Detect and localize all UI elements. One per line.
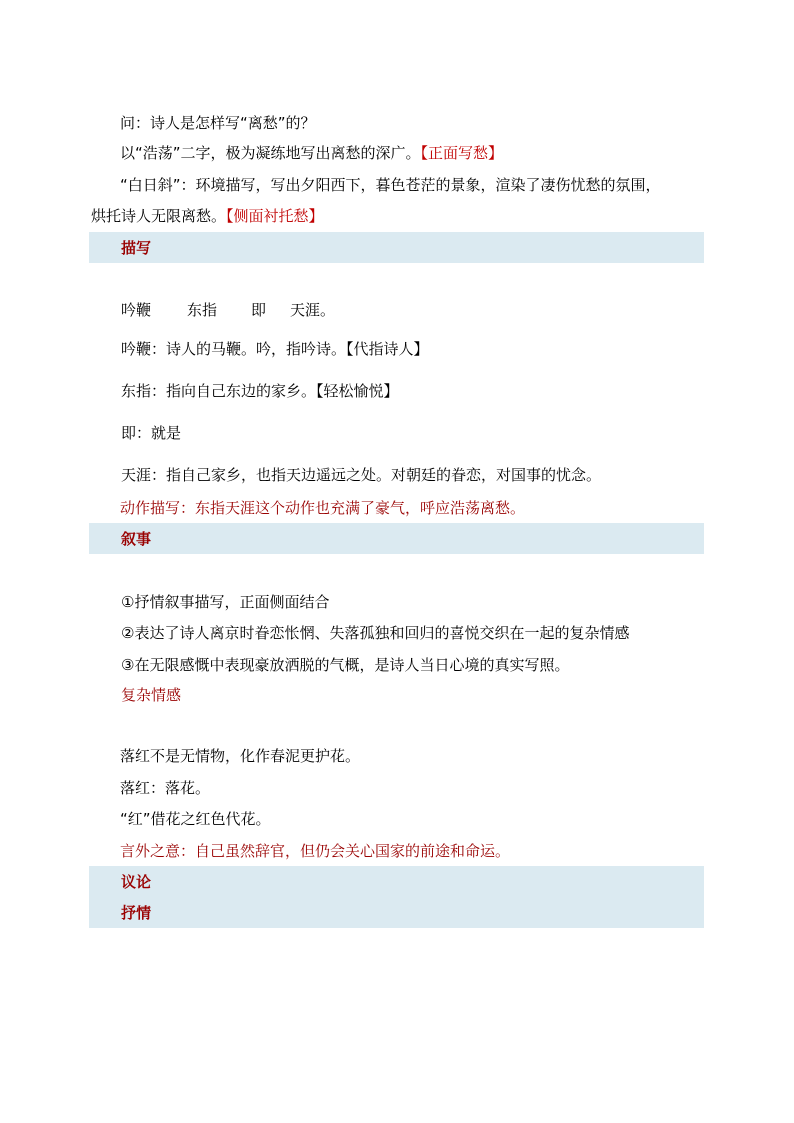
section-header-describe [89, 232, 704, 263]
contrast-text: 烘托诗人无限离愁。 [91, 207, 227, 225]
section-header-narrate [89, 523, 704, 554]
verse-word-3: 即 [251, 301, 267, 319]
question-line: 问：诗人是怎样写“离愁”的？ [120, 114, 316, 132]
point-1: ①抒情叙事描写，正面侧面结合 [121, 593, 330, 611]
note-whip: 吟鞭：诗人的马鞭。吟，指吟诗。【代指诗人】 [121, 340, 429, 358]
environment-description-line: “白日斜”：环境描写，写出夕阳西下，暮色苍茫的景象，渲染了凄伤忧愁的氛围， [120, 176, 661, 194]
verse-word-2: 东指 [187, 301, 218, 319]
point-2: ②表达了诗人离京时眷恋怅惘、失落孤独和回归的喜悦交织在一起的复杂情感 [121, 624, 630, 642]
section-header-argue-label: 议论 [121, 873, 152, 891]
luohong-verse: 落红不是无情物，化作春泥更护花。 [120, 747, 361, 765]
complex-emotion-label: 复杂情感 [121, 686, 182, 704]
verse-word-4: 天涯。 [290, 301, 336, 319]
point-3: ③在无限感慨中表现豪放洒脱的气概，是诗人当日心境的真实写照。 [121, 656, 570, 674]
note-east: 东指：指向自己东边的家乡。【轻松愉悦】 [121, 382, 399, 400]
section-header-lyric-label: 抒情 [121, 904, 152, 922]
section-header-narrate-label: 叙事 [121, 530, 152, 548]
note-tianya: 天涯：指自己家乡，也指天边遥远之处。对朝廷的眷恋，对国事的忧念。 [121, 466, 602, 484]
action-description: 动作描写：东指天涯这个动作也充满了豪气，呼应浩荡离愁。 [120, 499, 526, 517]
verse-word-1: 吟鞭 [121, 301, 152, 319]
implied-meaning: 言外之意：自己虽然辞官，但仍会关心国家的前途和命运。 [120, 842, 511, 860]
front-description-text: 以“浩荡”二字，极为凝练地写出离愁的深广。 [120, 144, 421, 162]
section-header-argue [89, 866, 704, 897]
luohong-note: 落红：落花。 [120, 779, 211, 797]
red-note: “红”借花之红色代花。 [120, 810, 271, 828]
section-header-lyric [89, 897, 704, 928]
note-ji: 即：就是 [121, 424, 182, 442]
front-description-tag: 【正面写愁】 [420, 144, 504, 162]
contrast-tag: 【侧面衬托愁】 [226, 207, 324, 225]
contrast-line [91, 206, 324, 226]
front-description-line [120, 143, 503, 163]
section-header-describe-label: 描写 [121, 239, 152, 257]
